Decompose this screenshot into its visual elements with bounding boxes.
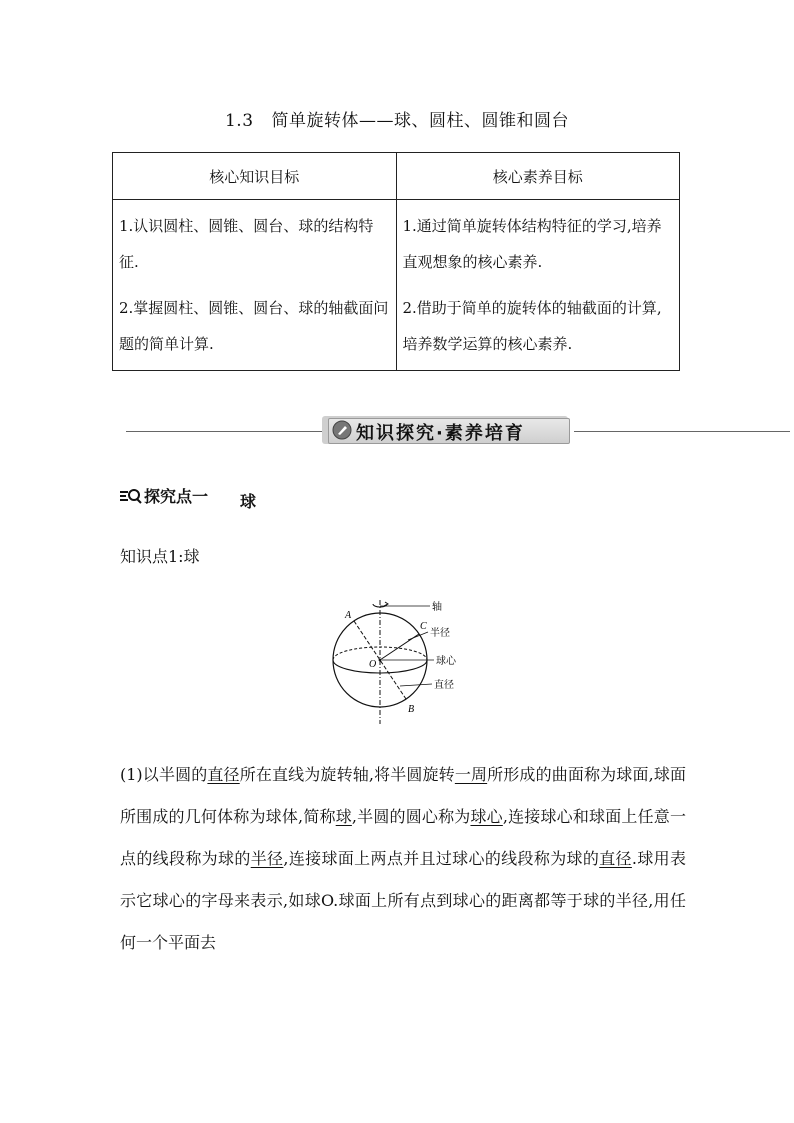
para-seg-2: 所在直线为旋转轴,将半圆旋转	[239, 765, 455, 784]
title-text: 简单旋转体——球、圆柱、圆锥和圆台	[271, 111, 570, 131]
table-row	[113, 200, 680, 371]
section-banner	[126, 416, 790, 448]
section-heading	[120, 484, 208, 507]
page-title	[0, 106, 794, 131]
term-diameter: 直径	[599, 849, 632, 868]
callout-text-axis: 轴	[432, 602, 442, 613]
para-seg-4: ,半圆的圆心称为	[351, 807, 471, 826]
term-center: 球心	[470, 807, 503, 826]
term-radius: 半径	[250, 849, 284, 868]
banner-divider-right	[574, 431, 790, 432]
knowledge-point-heading: 知识点1:球	[120, 547, 200, 566]
label-A: A	[345, 610, 352, 621]
term-diameter-first: 直径	[207, 765, 240, 784]
para-seg-5: ,连接球心和球面上任意一点的线段称为球的	[120, 807, 686, 868]
para-seg-1: (1)以半圆的	[120, 765, 208, 784]
center-point	[379, 659, 382, 662]
magnifier-icon	[120, 488, 142, 504]
sphere-figure	[328, 596, 468, 726]
label-C: C	[420, 621, 427, 632]
knowledge-goal-2: 2.掌握圆柱、圆锥、圆台、球的轴截面问题的简单计算.	[119, 299, 389, 353]
section-label: 探究点一	[144, 487, 209, 506]
knowledge-goal-1: 1.认识圆柱、圆锥、圆台、球的结构特征.	[119, 217, 374, 271]
banner-text: 知识探究·素养培育	[356, 423, 525, 444]
term-one-turn: 一周	[454, 765, 488, 784]
term-ball: 球	[335, 807, 352, 826]
callout-diameter	[400, 684, 432, 686]
callout-text-center: 球心	[436, 656, 456, 667]
header-knowledge-goals: 核心知识目标	[113, 153, 397, 200]
knowledge-goals-cell	[113, 200, 397, 371]
pen-icon	[332, 420, 352, 440]
section-number: 1.3	[224, 111, 254, 131]
para-seg-7: .球用表示它球心的字母来表示,如球O.球面上所有点到球心的距离都等于球的半径,用任何一个平面去	[120, 849, 686, 952]
callout-text-diameter: 直径	[434, 680, 454, 691]
definition-paragraph	[120, 754, 686, 964]
para-seg-3: 所形成的曲面称为球面,球面所围成的几何体称为球体,简称	[120, 765, 686, 826]
section-topic: 球	[240, 492, 257, 511]
header-literacy-goals: 核心素养目标	[396, 153, 680, 200]
label-O: O	[369, 659, 377, 670]
literacy-goal-2: 2.借助于简单的旋转体的轴截面的计算,培养数学运算的核心素养.	[402, 299, 662, 353]
literacy-goal-1: 1.通过简单旋转体结构特征的学习,培养直观想象的核心素养.	[402, 217, 662, 271]
banner-divider-left	[126, 431, 331, 432]
goals-table	[112, 152, 680, 371]
literacy-goals-cell	[396, 200, 680, 371]
para-seg-6: ,连接球面上两点并且过球心的线段称为球的	[283, 849, 600, 868]
label-B: B	[408, 704, 415, 715]
sphere-diagram	[328, 596, 468, 726]
callout-text-radius: 半径	[430, 628, 450, 639]
table-header-row	[113, 153, 680, 200]
rotation-arrowhead	[384, 602, 388, 606]
